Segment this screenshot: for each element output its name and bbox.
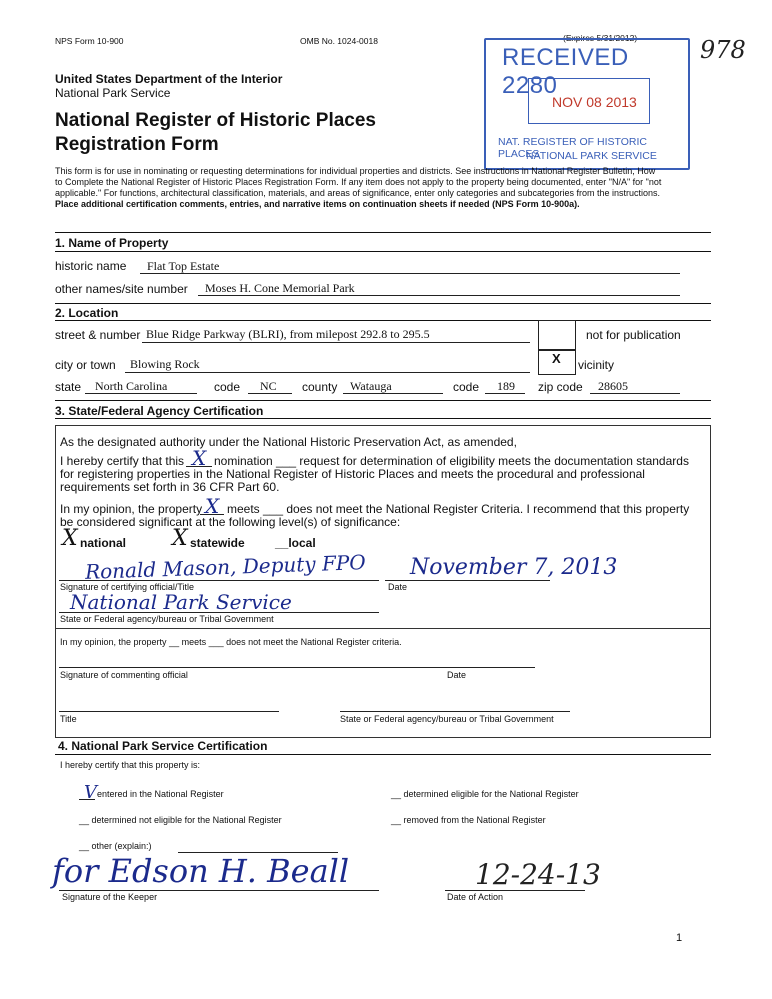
expires-text: (Expires 5/31/2012) — [563, 33, 638, 43]
not-for-publication-label: not for publication — [586, 328, 681, 342]
commenting-signature-line — [59, 667, 535, 668]
det-eligible-label: __ determined eligible for the National Register — [391, 789, 579, 799]
commenting-agency-label: State or Federal agency/bureau or Tribal Government — [340, 714, 554, 724]
section4-rule — [55, 754, 711, 755]
historic-name-line — [140, 273, 680, 274]
service: National Park Service — [55, 86, 171, 100]
commenting-opinion: In my opinion, the property __ meets ___ does not meet the National Register criteria. — [60, 637, 402, 647]
state-code-line — [248, 393, 292, 394]
intro-line2: to Complete the National Register of Historic Places Registration Form. If any item does not apply to the property being documented, enter "N/A" for "not — [55, 177, 662, 187]
det-not-eligible-label: __ determined not eligible for the National Register — [79, 815, 282, 825]
nomination-mark: X — [192, 446, 207, 470]
entered-label: entered in the National Register — [97, 789, 224, 799]
signature-line — [59, 580, 379, 581]
street-line — [142, 342, 530, 343]
section3-top-rule — [55, 400, 711, 401]
entered-mark: V — [84, 782, 97, 803]
section2-heading: 2. Location — [55, 306, 119, 320]
omb-number: OMB No. 1024-0018 — [300, 36, 378, 46]
not-for-publication-box — [538, 320, 576, 351]
title-line — [59, 711, 279, 712]
section1-rule — [55, 251, 711, 252]
state-line — [85, 393, 197, 394]
other-names-label: other names/site number — [55, 282, 188, 296]
commenting-signature-label: Signature of commenting official — [60, 670, 188, 680]
agency-label: State or Federal agency/bureau or Tribal Government — [60, 614, 274, 624]
city-value: Blowing Rock — [130, 357, 200, 371]
section3-rule — [55, 418, 711, 419]
intro-line3: applicable." For functions, architectural classification, materials, and areas of significance, enter only categories and subcategories from the instructions. — [55, 188, 660, 198]
handwritten-ref: 978 — [700, 36, 746, 64]
section2-rule — [55, 320, 711, 321]
title-label: Title — [60, 714, 77, 724]
cert-p2a: I hereby certify that this — [60, 454, 185, 468]
zip-value: 28605 — [598, 379, 628, 393]
national-mark: X — [62, 526, 78, 551]
cert-p3b: meets ___ does not meet the National Register Criteria. I recommend that this property — [227, 502, 690, 516]
section1-top-rule — [55, 232, 711, 233]
city-label: city or town — [55, 358, 116, 372]
form-number: NPS Form 10-900 — [55, 36, 124, 46]
keeper-signature: for Edson H. Beall — [52, 852, 350, 890]
statewide-mark: X — [172, 526, 188, 551]
meets-mark: X — [205, 494, 220, 518]
section1-heading: 1. Name of Property — [55, 236, 169, 250]
stamp-line1: NAT. REGISTER OF HISTORIC PLACES — [498, 136, 647, 160]
page-title-line2: Registration Form — [55, 134, 219, 155]
state-code-label: code — [214, 380, 241, 394]
county-value: Watauga — [350, 379, 392, 393]
action-date-line — [445, 890, 585, 891]
county-code-value: 189 — [497, 379, 515, 393]
other-names-value: Moses H. Cone Memorial Park — [205, 281, 355, 295]
cert-p2d: requirements set forth in 36 CFR Part 60. — [60, 480, 280, 494]
state-code-value: NC — [260, 379, 277, 393]
other-names-line — [198, 295, 680, 296]
section4-certify: I hereby certify that this property is: — [60, 760, 201, 770]
removed-label: __ removed from the National Register — [391, 815, 546, 825]
city-line — [125, 372, 530, 373]
intro-line1: This form is for use in nominating or requesting determinations for individual properties and districts. See instructions in National Register Bulletin, How — [55, 166, 656, 176]
cert-p2b: nomination ___ request for determination of eligibility meets the documentation standards — [214, 454, 689, 468]
cert-p1: As the designated authority under the National Historic Preservation Act, as amended, — [60, 435, 517, 449]
county-code-line — [485, 393, 525, 394]
county-line — [343, 393, 443, 394]
street-label: street & number — [55, 328, 141, 342]
action-date-label: Date of Action — [447, 892, 504, 902]
cert-p2c: for registering properties in the National Register of Historic Places and meets the procedural and professional — [60, 467, 645, 481]
zip-line — [590, 393, 680, 394]
historic-name-label: historic name — [55, 259, 127, 273]
section2-top-rule — [55, 303, 711, 304]
certifying-date-label: Date — [388, 582, 408, 592]
page-title-line1: National Register of Historic Places — [55, 110, 376, 131]
entered-line — [79, 799, 95, 800]
vicinity-mark: X — [552, 351, 561, 366]
date-line — [385, 580, 550, 581]
zip-label: zip code — [538, 380, 583, 394]
stamp-date-box — [528, 78, 650, 124]
agency-handwriting: National Park Service — [70, 590, 292, 614]
county-label: county — [302, 380, 338, 394]
intro-line4: Place additional certification comments, entries, and narrative items on continuation sheets if needed (NPS Form 10-900a). — [55, 199, 580, 209]
stamp-line2: NATIONAL PARK SERVICE — [526, 150, 657, 162]
local-label: __local — [275, 536, 316, 550]
commenting-agency-line — [340, 711, 570, 712]
vicinity-label: vicinity — [578, 358, 615, 372]
commenting-date-label: Date — [447, 670, 467, 680]
state-label: state — [55, 380, 82, 394]
section4-heading: 4. National Park Service Certification — [58, 739, 268, 753]
certifying-signature: Ronald Mason, Deputy FPO — [84, 550, 367, 584]
keeper-label: Signature of the Keeper — [62, 892, 158, 902]
department: United States Department of the Interior — [55, 72, 283, 86]
other-label: __ other (explain:) — [79, 841, 152, 851]
county-code-label: code — [453, 380, 480, 394]
agency-line — [59, 612, 379, 613]
historic-name-value: Flat Top Estate — [147, 259, 220, 273]
action-date-handwriting: 12-24-13 — [475, 858, 601, 891]
national-label: national — [80, 536, 127, 550]
state-value: North Carolina — [95, 379, 168, 393]
stamp-received: RECEIVED 2280 — [502, 44, 629, 99]
cert-p3c: be considered significant at the following level(s) of significance: — [60, 515, 401, 529]
street-value: Blue Ridge Parkway (BLRI), from milepost 292.8 to 295.5 — [146, 327, 430, 341]
keeper-signature-line — [59, 890, 379, 891]
certifying-signature-label: Signature of certifying official/Title — [60, 582, 195, 592]
page-number: 1 — [676, 932, 683, 944]
statewide-label: statewide — [190, 536, 245, 550]
stamp-date: NOV 08 2013 — [552, 94, 637, 110]
cert-p3a: In my opinion, the property — [60, 502, 203, 516]
section3-heading: 3. State/Federal Agency Certification — [55, 404, 264, 418]
certifying-date-handwriting: November 7, 2013 — [410, 555, 618, 580]
